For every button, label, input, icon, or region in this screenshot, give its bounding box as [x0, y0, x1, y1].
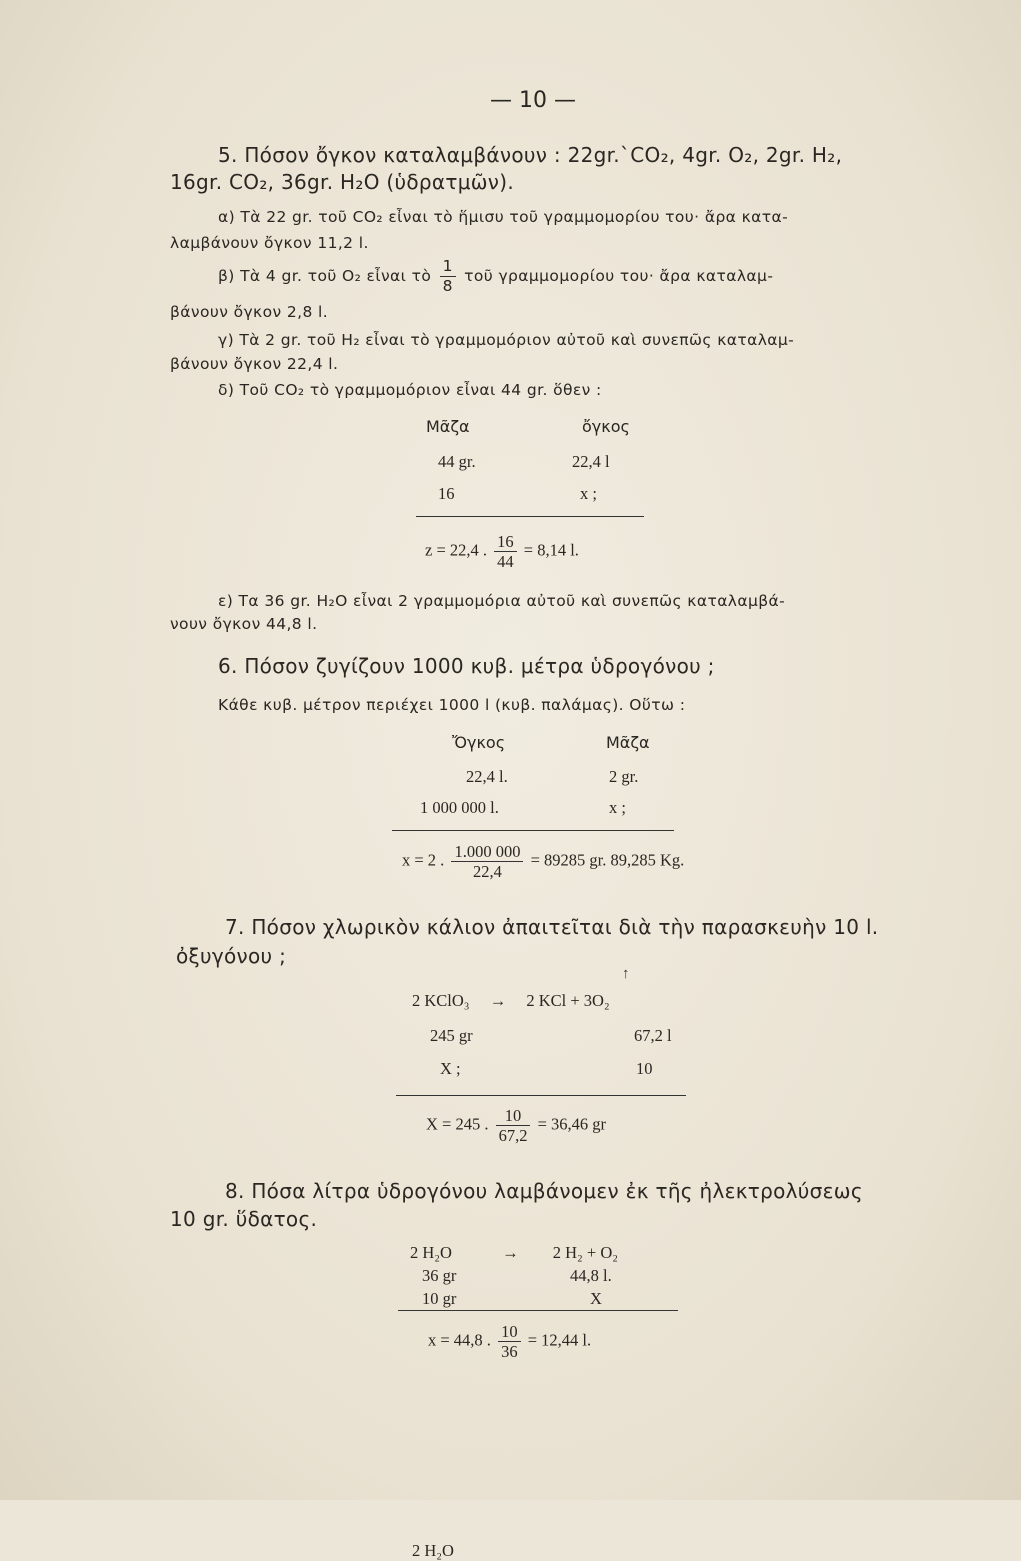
q5-b-fraction: [440, 257, 456, 296]
q7-row1-right: 67,2 l: [634, 1026, 672, 1045]
q5-row1-mass: 44 gr.: [438, 452, 476, 471]
q5-b-suffix: τοῦ γραμμομορίου του· ἄρα καταλαμ-: [464, 267, 774, 285]
q5-title-line1: 5. Πόσον ὄγκον καταλαμβάνουν : 22gr.`CO₂, 4gr. O₂, 2gr. H₂,: [218, 143, 843, 167]
q8-calc-fraction: [498, 1322, 521, 1361]
q7-reaction-arrow: →: [489, 991, 507, 1010]
q8-calc-denominator: 36: [501, 1342, 518, 1361]
q6-title: 6. Πόσον ζυγίζουν 1000 κυβ. μέτρα ὑδρογόνου ;: [218, 654, 715, 678]
q8-calc-left: x = 44,8 .: [428, 1330, 491, 1350]
q8-reaction-left: 2 H₂O: [412, 1541, 454, 1560]
q5-header-mass: Μᾶζα: [426, 417, 470, 436]
q6-calc-left: x = 2 .: [402, 850, 445, 870]
q6-calc-fraction: [451, 842, 523, 881]
q7-gas-arrow: ↑: [622, 966, 630, 982]
q6-calc-denominator: 22,4: [473, 862, 502, 881]
q5-c-line2: βάνουν ὄγκον 22,4 l.: [170, 355, 339, 373]
q7-calc-numerator: 10: [496, 1106, 531, 1126]
q5-b-line1: [218, 257, 773, 296]
q6-calculation: [402, 842, 684, 881]
q7-table-rule: [396, 1095, 686, 1096]
q5-calculation: [425, 532, 579, 571]
q5-c-line1: γ) Τὰ 2 gr. τοῦ H₂ εἶναι τὸ γραμμομόριον αὐτοῦ καὶ συνεπῶς καταλαμ-: [218, 331, 795, 349]
q6-row2-volume: 1 000 000 l.: [420, 798, 499, 817]
q5-title-line2: 16gr. CO₂, 36gr. H₂O (ὑδρατμῶν).: [170, 170, 515, 194]
q6-calc-right: = 89285 gr. 89,285 Kg.: [530, 850, 685, 870]
q7-title-line2: ὀξυγόνου ;: [176, 944, 287, 968]
q7-reaction: [412, 991, 610, 1011]
q5-table-rule: [416, 516, 644, 517]
q6-row2-mass: x ;: [609, 798, 626, 817]
q6-calc-numerator: 1.000 000: [451, 842, 523, 862]
q6-intro: Κάθε κυβ. μέτρον περιέχει 1000 l (κυβ. παλάμας). Οὕτω :: [218, 696, 686, 714]
q7-reaction-left: 2 KClO₃: [412, 991, 470, 1010]
q5-calc-fraction: [494, 532, 517, 571]
q8-row2-left: 10 gr: [422, 1289, 457, 1308]
q5-calc-denominator: 44: [497, 552, 514, 571]
q7-title-line1: 7. Πόσον χλωρικὸν κάλιον ἀπαιτεῖται διὰ τὴν παρασκευὴν 10 l.: [225, 915, 879, 939]
q8-title-line1: 8. Πόσα λίτρα ὑδρογόνου λαμβάνομεν ἐκ τῆς ἠλεκτρολύσεως: [225, 1179, 863, 1203]
q5-a-line1: α) Τὰ 22 gr. τοῦ CO₂ εἶναι τὸ ἥμισυ τοῦ γραμμομορίου του· ἄρα κατα-: [218, 208, 789, 226]
q8-calculation-line: [428, 1322, 591, 1361]
q5-header-volume: ὄγκος: [582, 417, 630, 436]
q8-calc-right: = 12,44 l.: [527, 1330, 592, 1350]
q8-reaction-right: 2 H₂ + O₂: [552, 1243, 618, 1262]
q7-row2-left: X ;: [440, 1059, 461, 1078]
q5-e-line2: νουν ὄγκον 44,8 l.: [170, 615, 318, 633]
q6-row1-volume: 22,4 l.: [466, 767, 508, 786]
q8-row1-right: 44,8 l.: [570, 1266, 612, 1285]
q6-header-mass: Μᾶζα: [606, 733, 650, 752]
q7-calc-fraction: [496, 1106, 531, 1145]
q8-reaction-full: [410, 1243, 618, 1263]
q8-reaction-arrow: →: [502, 1243, 519, 1262]
q8-table-rule: [398, 1310, 678, 1311]
q7-row1-left: 245 gr: [430, 1026, 473, 1045]
q5-calc-right: = 8,14 l.: [523, 540, 579, 560]
q8-calc-numerator: 10: [498, 1322, 521, 1342]
q5-b-prefix: β) Τὰ 4 gr. τοῦ O₂ εἶναι τὸ: [218, 267, 432, 285]
q8-row1-left: 36 gr: [422, 1266, 457, 1285]
q6-header-volume: Ὄγκος: [452, 733, 506, 752]
q5-row1-volume: 22,4 l: [572, 452, 610, 471]
q8-row2-right: X: [590, 1289, 602, 1308]
q5-d-line: δ) Τοῦ CO₂ τὸ γραμμομόριον εἶναι 44 gr. ὅθεν :: [218, 381, 602, 399]
q8-reaction-left-text: 2 H₂O: [410, 1243, 452, 1262]
q7-calc-right: = 36,46 gr: [537, 1114, 607, 1134]
q7-calc-left: X = 245 .: [426, 1114, 489, 1134]
q5-calc-left: z = 22,4 .: [425, 540, 488, 560]
q7-calculation: [426, 1106, 606, 1145]
q5-row2-mass: 16: [438, 484, 455, 503]
q5-b-line2: βάνουν ὄγκον 2,8 l.: [170, 303, 329, 321]
q5-e-line1: ε) Τα 36 gr. H₂O εἶναι 2 γραμμομόρια αὐτοῦ καὶ συνεπῶς καταλαμβά-: [218, 592, 786, 610]
q7-row2-right: 10: [636, 1059, 653, 1078]
q5-calc-numerator: 16: [494, 532, 517, 552]
q5-b-denominator: 8: [442, 277, 453, 295]
q8-title-line2: 10 gr. ὕδατος.: [170, 1207, 318, 1231]
page-number: — 10 —: [490, 88, 576, 113]
q5-a-line2: λαμβάνουν ὄγκον 11,2 l.: [170, 234, 369, 252]
q7-reaction-right: 2 KCl + 3O₂: [526, 991, 610, 1010]
q7-calc-denominator: 67,2: [498, 1126, 528, 1145]
q6-row1-mass: 2 gr.: [609, 767, 639, 786]
q5-b-numerator: 1: [440, 257, 456, 277]
q6-table-rule: [392, 830, 674, 831]
q5-row2-volume: x ;: [580, 484, 597, 503]
